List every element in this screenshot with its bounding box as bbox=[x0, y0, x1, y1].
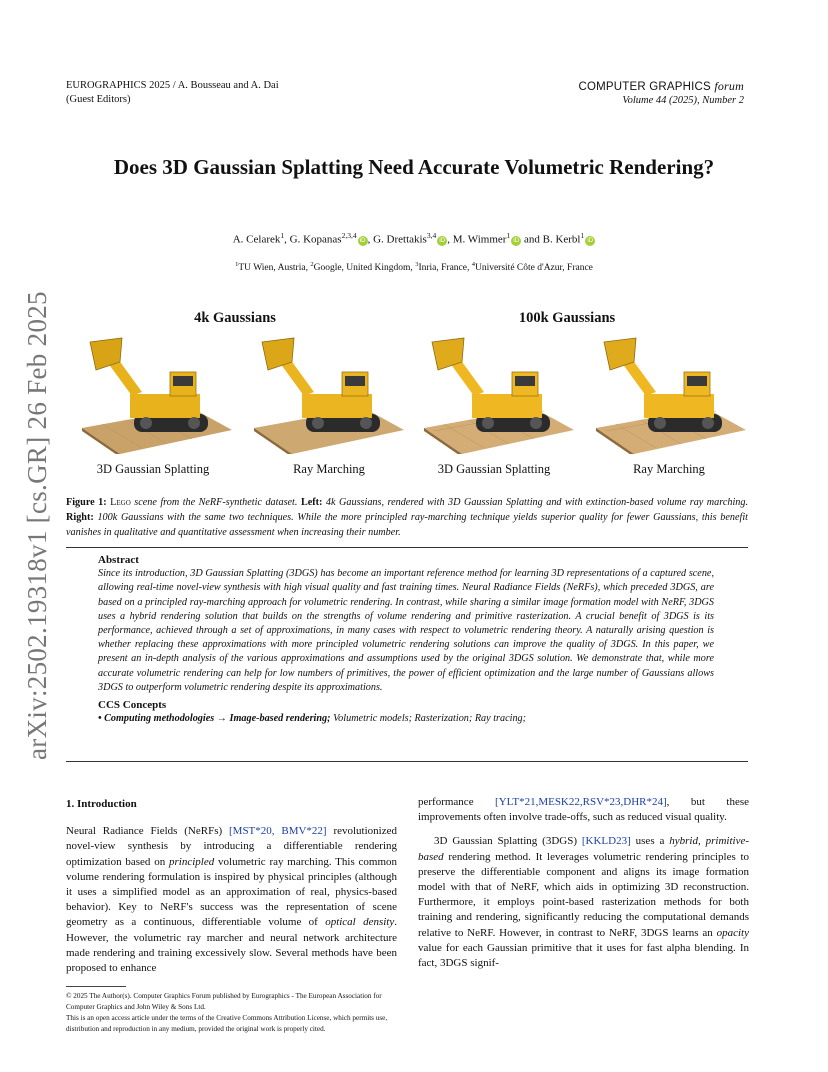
subfigure-caption: Ray Marching bbox=[633, 462, 705, 476]
affiliation: Université Côte d'Azur, France bbox=[474, 263, 593, 274]
running-header-right bbox=[578, 79, 744, 108]
intro-column-left bbox=[66, 797, 397, 976]
orcid-icon[interactable]: iD bbox=[585, 236, 595, 246]
copyright-footnote bbox=[66, 991, 397, 1035]
figure-label: Figure 1: bbox=[66, 497, 107, 508]
ccs-keywords: Volumetric models; Rasterization; Ray tracing; bbox=[330, 713, 527, 725]
subfigure-caption: Ray Marching bbox=[293, 462, 365, 476]
volume-line: Volume 44 (2025), Number 2 bbox=[622, 95, 744, 106]
body-text: value for each Gaussian primitive that it uses for fast alpha blending. In fact, 3DGS signif- bbox=[418, 941, 749, 970]
lego-render-3dgs-4k bbox=[72, 336, 232, 454]
abstract-heading: Abstract bbox=[98, 554, 139, 566]
intro-paragraph-cont bbox=[418, 795, 749, 825]
journal-forum: forum bbox=[714, 79, 744, 93]
affiliation: Google, United Kingdom, bbox=[313, 263, 416, 274]
intro-paragraph bbox=[66, 824, 397, 976]
caption-left-label: Left: bbox=[300, 497, 323, 508]
caption-text: 100k Gaussians with the same two techniques. While the more principled ray-marching technique yields superior quality for fewer Gaussians, this benefit vanishes in qualitative and quantitative assessment when increasing their number. bbox=[66, 512, 748, 538]
affiliation: TU Wien, Austria, bbox=[238, 263, 311, 274]
divider bbox=[66, 547, 748, 548]
body-text: rendering method. It leverages volumetric rendering principles to preserve the differentiable component and aligns its image formation model with that of NeRF, which aids in optimizing 3D reconstruction. Furthermore, it employs point-based rasterization methods for both training and rendering, significantly reducing the computational demands relative to NeRF. However, in contrast to NeRF, 3DGS learns an bbox=[418, 850, 749, 939]
conference-line: EUROGRAPHICS 2025 / A. Bousseau and A. Dai bbox=[66, 80, 279, 91]
affil-sup: 4 bbox=[471, 261, 475, 268]
lego-render-3dgs-100k bbox=[414, 336, 574, 454]
author-sup: 1 bbox=[506, 231, 511, 240]
paper-title: Does 3D Gaussian Splatting Need Accurate Volumetric Rendering? bbox=[113, 155, 715, 179]
ccs-category: • Computing methodologies bbox=[98, 713, 215, 725]
author-separator: , bbox=[284, 233, 290, 246]
citation-link[interactable]: [YLT*21,MESK22,RSV*23,DHR*24] bbox=[495, 796, 667, 808]
copyright-line: © 2025 The Author(s). Computer Graphics Forum published by Eurographics - The European Association for Computer Graphics and John Wiley & Sons Ltd. bbox=[66, 992, 382, 1011]
subfigure-caption: 3D Gaussian Splatting bbox=[96, 462, 210, 476]
scene-name: Lego bbox=[110, 497, 131, 508]
lego-render-raymarch-100k bbox=[586, 336, 746, 454]
author: M. Wimmer bbox=[452, 233, 507, 246]
author-separator: , bbox=[367, 233, 374, 246]
divider bbox=[66, 761, 748, 762]
orcid-icon[interactable]: iD bbox=[511, 236, 521, 246]
affiliation: Inria, France, bbox=[418, 263, 472, 274]
author-sup: 1 bbox=[280, 231, 285, 240]
affil-sup: 1 bbox=[235, 261, 239, 268]
orcid-icon[interactable]: iD bbox=[358, 236, 368, 246]
abstract-block bbox=[98, 553, 714, 726]
body-text: volumetric ray marching. This common volume rendering formulation is inspired by physical principles (although it uses a simplified model as an approximation of real, physics-based behavior). Key to NeRF's success was the representation of scene geometry as a continuous, differentiable volume of bbox=[66, 855, 397, 929]
affil-sup: 3 bbox=[415, 261, 419, 268]
orcid-icon[interactable]: iD bbox=[437, 236, 447, 246]
author-separator: , bbox=[447, 233, 453, 246]
caption-text: 4k Gaussians, rendered with 3D Gaussian Splatting and with extinction-based volume ray marching. bbox=[322, 497, 749, 508]
journal-caps: COMPUTER GRAPHICS bbox=[578, 81, 711, 93]
figure-caption bbox=[66, 495, 748, 540]
figure-group-right: 100k Gaussians bbox=[518, 310, 616, 326]
emphasis: optical density bbox=[325, 916, 395, 929]
footnote-rule bbox=[66, 986, 126, 987]
section-heading: 1. Introduction bbox=[66, 798, 137, 810]
body-text: uses a bbox=[630, 835, 670, 848]
intro-column-right bbox=[418, 795, 749, 971]
journal-name bbox=[578, 79, 744, 94]
subfigure-caption: 3D Gaussian Splatting bbox=[437, 462, 551, 476]
author: G. Kopanas bbox=[289, 233, 342, 246]
author: G. Drettakis bbox=[373, 233, 427, 246]
affil-sup: 2 bbox=[310, 261, 314, 268]
author-sup: 3,4 bbox=[426, 231, 437, 240]
citation-link[interactable]: [KKLD23] bbox=[581, 835, 631, 848]
running-header-left bbox=[66, 79, 279, 107]
body-text: revolutionized novel-view synthesis by introducing a differentiable rendering optimization based on bbox=[66, 825, 397, 868]
abstract-text: Since its introduction, 3D Gaussian Splatting (3DGS) has become an important reference method for learning 3D representations of a captured scene, allowing real-time novel-view synthesis with high visual quality and fast training times. Neural Radiance Fields (NeRFs), which preceded 3DGS, are based on a principled ray-marching approach for volumetric rendering. In contrast, while sharing a similar image formation model with NeRF, 3DGS uses a hybrid rendering solution that builds on the strengths of volume rendering and primitive rasterization. A crucial benefit of 3DGS is its performance, achieved through a set of approximations, in many cases with respect to volumetric rendering theory. A naturally arising question is whether replacing these approximations with more principled volumetric rendering solutions can improve the quality of 3DGS. In this paper, we present an in-depth analysis of the various approximations and assumptions used by the original 3DGS solution. We demonstrate that, while more accurate volumetric rendering can help for low numbers of primitives, the power of efficient optimization and the large number of Gaussians allows 3DGS to outperform volumetric rendering despite its approximations. bbox=[98, 568, 714, 693]
caption-right-label: Right: bbox=[66, 512, 94, 523]
body-text: 3D Gaussian Splatting (3DGS) bbox=[434, 835, 582, 848]
ccs-subcategory: Image-based rendering; bbox=[229, 713, 331, 725]
body-text: . However, the volumetric ray marcher and neural network architecture made rendering and training excessively slow. Several methods have been proposed to enhance bbox=[66, 916, 397, 975]
body-text: performance bbox=[418, 796, 496, 808]
emphasis: principled bbox=[169, 855, 215, 868]
citation-link[interactable]: [MST*20, BMV*22] bbox=[229, 825, 327, 838]
intro-paragraph bbox=[418, 834, 749, 971]
affiliations bbox=[0, 261, 828, 273]
lego-render-raymarch-4k bbox=[244, 336, 404, 454]
ccs-concepts bbox=[98, 712, 714, 726]
body-text: Neural Radiance Fields (NeRFs) bbox=[66, 825, 229, 838]
author-list bbox=[0, 231, 828, 246]
license-line: This is an open access article under the terms of the Creative Commons Attribution License, which permits use, distribution and reproduction in any medium, provided the original work is properly cited. bbox=[66, 1014, 388, 1033]
arrow-icon: → bbox=[214, 713, 230, 725]
emphasis: hybrid, primitive-based bbox=[418, 835, 749, 863]
author-sup: 1 bbox=[580, 231, 585, 240]
emphasis: opacity bbox=[716, 926, 749, 939]
editors-line: (Guest Editors) bbox=[66, 94, 131, 105]
caption-text: scene from the NeRF-synthetic dataset. bbox=[130, 497, 301, 508]
arxiv-stamp: arXiv:2502.19318v1 [cs.GR] 26 Feb 2025 bbox=[22, 291, 52, 760]
author: A. Celarek bbox=[232, 233, 281, 246]
author: B. Kerbl bbox=[542, 233, 581, 246]
figure-group-left: 4k Gaussians bbox=[194, 310, 276, 326]
body-text: , but these improvements often involve trade-offs, such as reduced visual quality. bbox=[418, 796, 749, 824]
ccs-heading: CCS Concepts bbox=[98, 699, 167, 712]
author-sup: 2,3,4 bbox=[341, 231, 357, 240]
author-and: and bbox=[521, 233, 543, 246]
